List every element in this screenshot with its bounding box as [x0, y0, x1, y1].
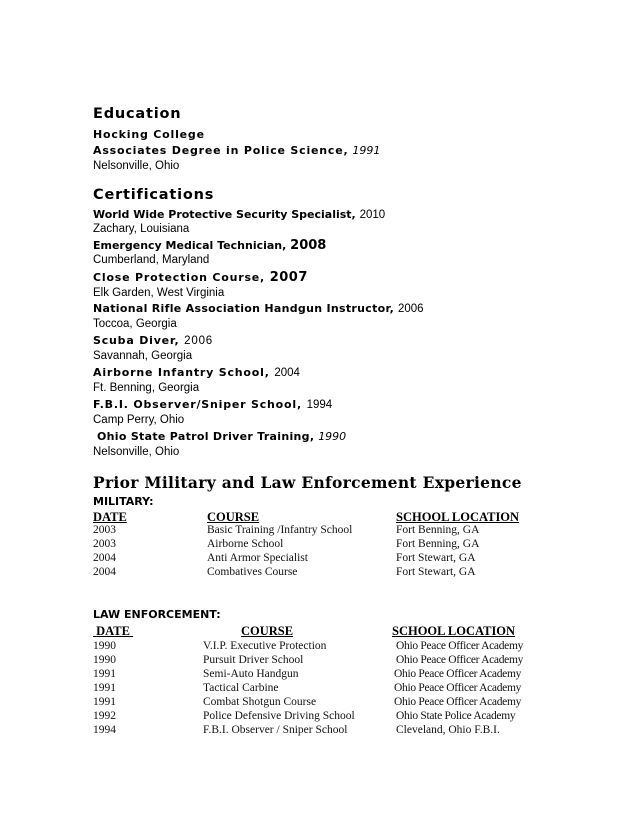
law-cell-date: 1991: [93, 682, 116, 694]
military-header-date: DATE: [93, 510, 127, 524]
law-cell-course: Tactical Carbine: [203, 682, 279, 694]
military-cell-course: Anti Armor Specialist: [207, 552, 308, 564]
cert-year: 2007: [269, 270, 308, 285]
cert-year: 2006: [397, 303, 424, 315]
law-cell-course: F.B.I. Observer / Sniper School: [203, 724, 348, 736]
cert-year: 2008: [290, 238, 327, 253]
law-cell-location: Ohio Peace Officer Academy: [396, 640, 524, 652]
education-degree-line: [93, 144, 380, 157]
law-cell-date: 1992: [93, 710, 116, 722]
military-header-location: SCHOOL LOCATION: [396, 510, 520, 524]
military-cell-location: Fort Stewart, GA: [396, 552, 476, 564]
law-header-course: COURSE: [241, 624, 294, 638]
cert-item: [93, 238, 326, 253]
law-cell-course: Semi-Auto Handgun: [203, 668, 299, 680]
law-header-date: [93, 624, 133, 639]
cert-name: Ohio State Patrol Driver Training,: [97, 430, 315, 443]
cert-item: [93, 270, 308, 285]
law-cell-location: Ohio Peace Officer Academy: [394, 668, 522, 680]
cert-location: Nelsonville, Ohio: [93, 446, 180, 458]
military-cell-date: 2003: [93, 538, 116, 550]
military-cell-date: 2004: [93, 552, 116, 564]
law-cell-date: 1991: [93, 696, 116, 708]
cert-location: Elk Garden, West Virginia: [93, 287, 225, 299]
cert-item: [93, 334, 213, 347]
cert-year: 1994: [306, 399, 333, 411]
cert-name: National Rifle Association Handgun Instructor,: [93, 302, 395, 315]
cert-location: Toccoa, Georgia: [93, 318, 177, 330]
cert-item: [93, 302, 424, 315]
cert-item: [97, 430, 346, 443]
military-cell-course: Basic Training /Infantry School: [207, 524, 353, 536]
law-cell-course: Pursuit Driver School: [203, 654, 304, 666]
law-label: LAW ENFORCEMENT:: [93, 608, 221, 621]
experience-heading: Prior Military and Law Enforcement Experience: [93, 473, 522, 492]
cert-location: Camp Perry, Ohio: [93, 414, 185, 426]
military-cell-date: 2003: [93, 524, 116, 536]
education-school: Hocking College: [93, 128, 205, 141]
cert-name: Airborne Infantry School,: [93, 366, 270, 379]
cert-item: [93, 366, 300, 379]
education-location: Nelsonville, Ohio: [93, 160, 180, 172]
cert-name: F.B.I. Observer/Sniper School,: [93, 398, 302, 411]
cert-year: 1990: [318, 430, 347, 443]
military-cell-course: Combatives Course: [207, 566, 298, 578]
law-cell-date: 1994: [93, 724, 116, 736]
law-cell-course: Police Defensive Driving School: [203, 710, 355, 722]
law-cell-date: 1991: [93, 668, 116, 680]
law-header-location: SCHOOL LOCATION: [392, 624, 516, 638]
military-cell-location: Fort Benning, GA: [396, 524, 480, 536]
cert-year: 2004: [274, 367, 300, 379]
cert-location: Savannah, Georgia: [93, 350, 193, 362]
cert-location: Ft. Benning, Georgia: [93, 382, 200, 394]
education-degree: Associates Degree in Police Science,: [93, 144, 349, 157]
cert-year: 2006: [184, 335, 213, 347]
education-heading: Education: [93, 106, 182, 122]
certifications-heading: Certifications: [93, 187, 215, 203]
law-cell-course: V.I.P. Executive Protection: [203, 640, 327, 652]
military-label: MILITARY:: [93, 495, 154, 508]
law-cell-location: Ohio Peace Officer Academy: [394, 682, 522, 694]
cert-name: Scuba Diver,: [93, 334, 180, 347]
law-header-date-text: DATE: [96, 624, 130, 638]
military-cell-date: 2004: [93, 566, 116, 578]
cert-name: Close Protection Course,: [93, 271, 266, 284]
law-cell-date: 1990: [93, 640, 116, 652]
cert-item: [93, 208, 385, 221]
military-cell-location: Fort Stewart, GA: [396, 566, 476, 578]
cert-location: Cumberland, Maryland: [93, 254, 210, 266]
cert-name: Emergency Medical Technician,: [93, 239, 287, 252]
military-cell-course: Airborne School: [207, 538, 284, 550]
education-degree-year: 1991: [352, 144, 381, 157]
cert-item: [93, 398, 332, 411]
military-header-course: COURSE: [207, 510, 260, 524]
military-cell-location: Fort Benning, GA: [396, 538, 480, 550]
law-cell-location: Ohio Peace Officer Academy: [394, 696, 522, 708]
cert-name: World Wide Protective Security Specialist,: [93, 208, 356, 221]
law-cell-date: 1990: [93, 654, 116, 666]
law-cell-location: Ohio Peace Officer Academy: [396, 654, 524, 666]
cert-year: 2010: [359, 209, 386, 221]
law-cell-location: Ohio State Police Academy: [396, 710, 516, 722]
cert-location: Zachary, Louisiana: [93, 223, 190, 235]
law-cell-course: Combat Shotgun Course: [203, 696, 317, 708]
law-cell-location: Cleveland, Ohio F.B.I.: [396, 724, 500, 736]
